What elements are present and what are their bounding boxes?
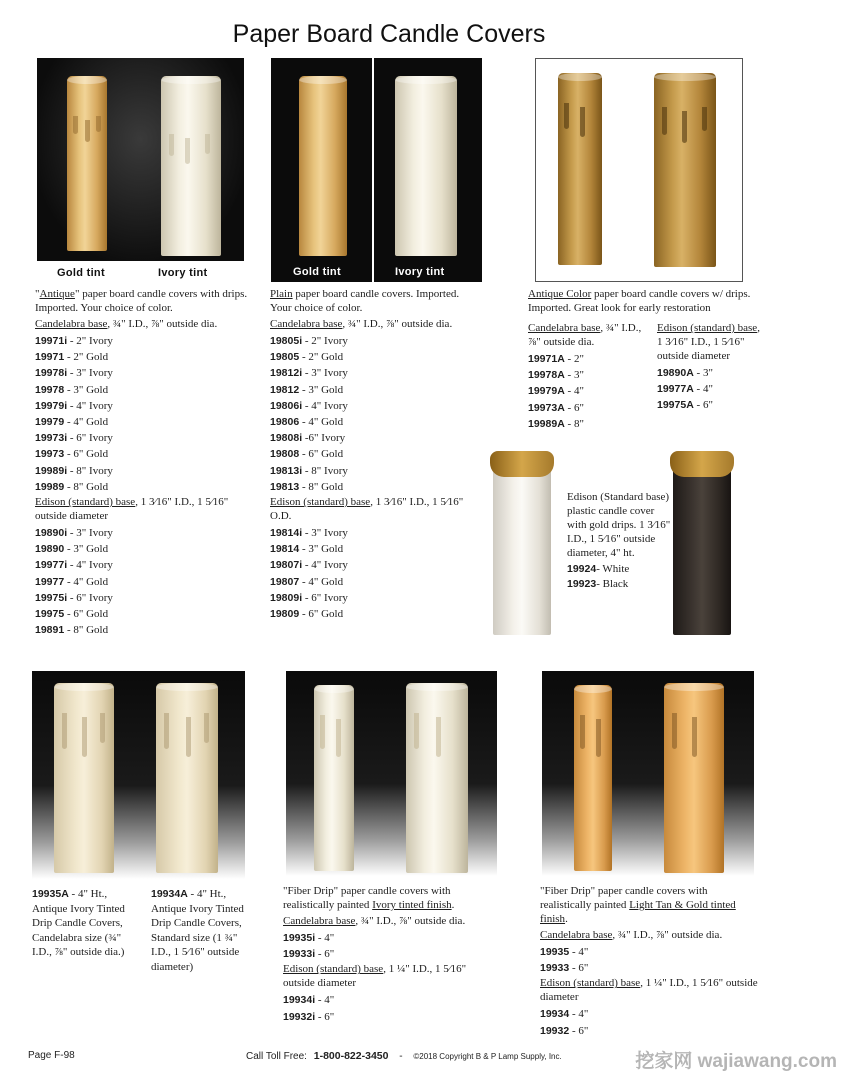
sku-description: - 2" Gold <box>64 351 109 364</box>
sku-description: - 6" <box>315 1010 335 1023</box>
antique-candelabra-list <box>35 333 250 495</box>
sku-number: 19977A <box>657 383 694 396</box>
sku-number: 19989 <box>35 480 65 493</box>
sku-description: - 4" <box>569 946 589 958</box>
fiber-ivory-photo <box>286 671 497 876</box>
sku-description: - 2" Ivory <box>302 335 348 347</box>
list-item <box>283 1009 498 1025</box>
sku-description: - White <box>596 563 630 575</box>
sku-description: - 3" Gold <box>299 543 344 556</box>
sku-description: - 4" Gold <box>64 575 109 588</box>
fiber-tan-block: "Fiber Drip" paper candle covers with realistically painted Light Tan & Gold tinted finish. Candelabra base, ¾" I.D., ⅞" outside dia. 19935 - 4" 19933 - 6" Edison (standard) base, 1 ¼" I.D., 1 5⁄16" outside diameter 19934 - 4" 19932 - 6" <box>540 884 760 1039</box>
list-item <box>270 574 470 590</box>
sku-number: 19978A <box>528 369 565 382</box>
list-item <box>35 446 250 462</box>
list-item <box>567 577 672 592</box>
sku-number: 19808i <box>270 432 303 445</box>
sku-description: - 2" Ivory <box>67 335 113 347</box>
list-item <box>270 398 470 414</box>
candelabra-base-link: Candelabra base <box>35 318 108 330</box>
sku-number: 19979A <box>528 385 565 398</box>
sku-description: - 6" <box>569 1024 589 1037</box>
sku-description: - 8" Ivory <box>302 464 348 477</box>
list-item <box>657 365 767 381</box>
list-item <box>35 463 250 479</box>
sku-number: 19814 <box>270 543 300 556</box>
sku-description: - 4" Ivory <box>67 559 113 572</box>
edison-base-link: Edison (standard) base <box>283 963 384 976</box>
list-item <box>35 365 250 381</box>
sku-number: 19971 <box>35 351 65 364</box>
sku-description: - 8" Gold <box>64 480 109 493</box>
fiber-tan-photo <box>542 671 754 876</box>
copyright: ©2018 Copyright B & P Lamp Supply, Inc. <box>413 1052 562 1061</box>
sku-number: 19812 <box>270 383 300 396</box>
sku-description: - 4" Ivory <box>302 559 348 572</box>
list-item <box>528 351 643 367</box>
ivory-candle-image <box>406 683 468 873</box>
sku-number: 19890 <box>35 543 65 556</box>
candelabra-base-link: Candelabra base <box>283 915 356 927</box>
list-item <box>540 960 760 976</box>
page-number: Page F-98 <box>28 1050 75 1061</box>
sku-number: 19977 <box>35 575 65 588</box>
sku-description: -6" Ivory <box>302 432 346 445</box>
list-item <box>35 525 250 541</box>
white-plastic-candle-image <box>493 455 551 635</box>
contact-line: Call Toll Free: 1-800-822-3450 - ©2018 Copyright B & P Lamp Supply, Inc. <box>246 1050 562 1062</box>
sku-number: 19979i <box>35 399 68 412</box>
sku-number: 19975 <box>35 608 65 621</box>
list-item <box>270 430 470 446</box>
list-item <box>528 367 643 383</box>
list-item <box>528 416 643 432</box>
sku-number: 19934 <box>540 1008 570 1021</box>
sku-number: 19973A <box>528 401 565 414</box>
sku-number: 19989A <box>528 417 565 430</box>
sku-number: 19809 <box>270 608 300 621</box>
sku-description: - 6" <box>564 401 584 414</box>
list-item <box>540 944 760 960</box>
list-item <box>270 349 470 365</box>
sku-description: - 8" Gold <box>64 624 109 637</box>
list-item <box>35 382 250 398</box>
antique-color-candelabra: Candelabra base, ¾" I.D., ⅞" outside dia. 19971A - 2" 19978A - 3" 19979A - 4" 19973A - 6" 19989A - 8" <box>528 321 643 432</box>
list-item <box>35 622 250 638</box>
list-item <box>35 606 250 622</box>
list-item <box>270 365 470 381</box>
sku-number: 19807i <box>270 559 303 572</box>
sku-description: - 4" Ivory <box>302 399 348 412</box>
tinted-ivory-block: 19935A - 4" Ht., Antique Ivory Tinted Drip Candle Covers, Candelabra size (¾" I.D., ⅞" outside dia.) <box>32 888 125 958</box>
list-item <box>35 541 250 557</box>
plastic-text-block: Edison (Standard base) plastic candle cover with gold drips. 1 3⁄16" I.D., 1 5⁄16" outside diameter, 4" ht. 19924- White 19923- Black <box>567 491 671 590</box>
sku-description: - 6" Ivory <box>67 432 113 445</box>
sku-number: 19812i <box>270 367 303 380</box>
plain-candelabra-list <box>270 333 470 495</box>
sku-description: - 3" Ivory <box>302 367 348 380</box>
sku-description: - 6" Ivory <box>302 591 348 604</box>
list-item <box>270 414 470 430</box>
sku-number: 19932 <box>540 1024 570 1037</box>
phone-number: 1-800-822-3450 <box>313 1050 389 1062</box>
antique-candle-image <box>654 73 716 267</box>
list-item <box>270 382 470 398</box>
sku-number: 19989i <box>35 464 68 477</box>
list-item <box>270 479 470 495</box>
sku-number: 19932i <box>283 1010 316 1023</box>
edison-base-link: Edison (standard) base <box>270 496 371 509</box>
antique-color-link: Antique Color <box>528 288 592 300</box>
antique-color-text-block: Antique Color paper board candle covers w/ drips. Imported. Great look for early restoration <box>528 288 751 314</box>
fiber-ivory-edison-list <box>283 992 498 1024</box>
sku-description: - 3" Gold <box>64 543 109 556</box>
sku-description: - 2" <box>564 353 584 365</box>
sku-description: - 8" Ivory <box>67 464 113 477</box>
sku-number: 19805 <box>270 351 300 364</box>
sku-description: - 4" <box>315 932 335 944</box>
sku-number: 19807 <box>270 575 300 588</box>
sku-number: 19935 <box>540 946 570 958</box>
sku-description: - 8" <box>564 417 584 430</box>
sku-number: 19813 <box>270 480 300 493</box>
sku-description: - 4" Ivory <box>67 399 113 412</box>
list-item <box>35 590 250 606</box>
sku-number: 19890i <box>35 527 68 540</box>
gold-tint-label: Gold tint <box>293 266 341 278</box>
sku-number: 19933i <box>283 948 316 961</box>
fiber-tan-edison-list <box>540 1006 760 1038</box>
sku-description: - 4" Gold <box>64 416 109 429</box>
sku-number: 19808 <box>270 448 300 461</box>
sku-number: 19971i <box>35 335 68 347</box>
sku-description: - 6" Ivory <box>67 591 113 604</box>
sku-description: - 3" <box>693 367 713 379</box>
antique-color-candelabra-list <box>528 351 643 432</box>
sku-number: 19806i <box>270 399 303 412</box>
edison-base-link: Edison (standard) base <box>540 977 641 990</box>
antique-edison-list <box>35 525 250 638</box>
fiber-ivory-block: "Fiber Drip" paper candle covers with realistically painted Ivory tinted finish. Candelabra base, ¾" I.D., ⅞" outside dia. 19935i - 4" 19933i - 6" Edison (standard) base, 1 ¼" I.D., 1 5⁄16" outside diameter 19934i - 4" 19932i - 6" <box>283 884 498 1025</box>
ivory-candle-image <box>314 685 354 871</box>
tinted-std-block: 19934A - 4" Ht., Antique Ivory Tinted Drip Candle Covers, Standard size (1 ¾" I.D., 1 5⁄16" outside diameter) <box>151 888 244 973</box>
list-item <box>35 333 250 349</box>
sku-number: 19933 <box>540 962 570 975</box>
sku-description: - 4" <box>564 385 584 398</box>
list-item <box>270 541 470 557</box>
tinted-drip-photo <box>32 671 245 879</box>
gold-candle-image <box>299 76 347 256</box>
sku-number: 19924 <box>567 563 597 575</box>
list-item <box>528 383 643 399</box>
sku-number: 19890A <box>657 367 694 379</box>
sku-number: 19971A <box>528 353 565 365</box>
list-item <box>35 349 250 365</box>
sku-number: 19813i <box>270 464 303 477</box>
ivory-tint-label: Ivory tint <box>158 267 208 279</box>
sku-description: - 6" Gold <box>64 448 109 461</box>
sku-description: - 8" Gold <box>299 480 344 493</box>
list-item <box>540 1023 760 1039</box>
sku-number: 19975i <box>35 591 68 604</box>
gold-candle-image <box>67 76 107 251</box>
plain-link: Plain <box>270 288 293 300</box>
sku-description: - 6" <box>315 948 335 961</box>
list-item <box>540 1006 760 1022</box>
sku-description: - 3" Gold <box>64 383 109 396</box>
list-item <box>283 992 498 1008</box>
antique-color-edison: Edison (standard) base, 1 3⁄16" I.D., 1 5⁄16" outside diameter 19890A - 3" 19977A - 4" 19975A - 6" <box>657 321 767 414</box>
fiber-ivory-candelabra-list <box>283 930 498 962</box>
list-item <box>35 398 250 414</box>
sku-description: - 3" Ivory <box>302 527 348 540</box>
sku-description: - 4" <box>315 994 335 1007</box>
list-item <box>35 557 250 573</box>
sku-number: 19805i <box>270 335 303 347</box>
sku-number: 19975A <box>657 399 694 412</box>
antique-color-edison-list <box>657 365 767 414</box>
antique-color-photo <box>535 58 743 282</box>
sku-number: 19977i <box>35 559 68 572</box>
sku-description: - 3" Ivory <box>67 527 113 540</box>
sku-description: - 3" Gold <box>299 383 344 396</box>
sku-description: - 4" <box>569 1008 589 1021</box>
ivory-candle-image <box>161 76 221 256</box>
sku-description: - 6" <box>693 399 713 412</box>
gold-tint-label: Gold tint <box>57 267 105 279</box>
list-item <box>35 479 250 495</box>
list-item <box>270 606 470 622</box>
ivory-tint-label: Ivory tint <box>395 266 445 278</box>
list-item <box>270 333 470 349</box>
sku-description: - Black <box>596 577 629 590</box>
list-item <box>35 430 250 446</box>
black-plastic-candle-image <box>673 455 731 635</box>
tan-finish-link: Light Tan & Gold tinted finish <box>540 899 736 925</box>
watermark: 挖家网 wajiawang.com <box>635 1051 837 1072</box>
list-item <box>270 557 470 573</box>
sku-number: 19978i <box>35 367 68 380</box>
cream-candle-image <box>54 683 114 873</box>
ivory-finish-link: Ivory tinted finish <box>372 899 452 911</box>
sku-description: - 3" Ivory <box>67 367 113 380</box>
edison-base-link: Edison (standard) base <box>657 322 758 334</box>
list-item <box>35 414 250 430</box>
sku-number: 19979 <box>35 416 65 429</box>
candelabra-base-link: Candelabra base <box>540 929 613 941</box>
sku-number: 19814i <box>270 527 303 540</box>
list-item <box>528 400 643 416</box>
candelabra-base-link: Candelabra base <box>270 318 343 330</box>
sku-number: 19935i <box>283 932 316 944</box>
list-item <box>270 525 470 541</box>
sku-number: 19806 <box>270 416 300 429</box>
sku-number: 19809i <box>270 591 303 604</box>
plain-photo <box>271 58 482 282</box>
antique-text-block: "Antique" paper board candle covers with drips. Imported. Your choice of color. Candelabra base, ¾" I.D., ⅞" outside dia. 19971i - 2" Ivory 19971 - 2" Gold 19978i - 3" Ivory 19978 - 3" Gold 19979i - 4" Ivory 19979 - 4" Gold 19973i - 6" Ivory 19973 - 6" Gold 19989i - 8" Ivory 19989 - 8" Gold Edison (standard) base, 1 3⁄16" I.D., 1 5⁄16" outside diameter 19890i - 3" Ivory 19890 - 3" Gold 19977i - 4" Ivory 19977 - 4" Gold 19975i - 6" Ivory 19975 - 6" Gold 19891 - 8" Gold <box>35 287 250 638</box>
edison-base-link: Edison (standard) base <box>35 496 136 509</box>
candelabra-base-link: Candelabra base <box>528 322 601 334</box>
plain-text-block: Plain paper board candle covers. Imported. Your choice of color. Candelabra base, ¾" I.D., ⅞" outside dia. 19805i - 2" Ivory 19805 - 2" Gold 19812i - 3" Ivory 19812 - 3" Gold 19806i - 4" Ivory 19806 - 4" Gold 19808i -6" Ivory 19808 - 6" Gold 19813i - 8" Ivory 19813 - 8" Gold Edison (standard) base, 1 3⁄16" I.D., 1 5⁄16" O.D. 19814i - 3" Ivory 19814 - 3" Gold 19807i - 4" Ivory 19807 - 4" Gold 19809i - 6" Ivory 19809 - 6" Gold <box>270 287 470 622</box>
list-item <box>657 381 767 397</box>
page-title: Paper Board Candle Covers <box>232 20 546 48</box>
antique-link: Antique <box>39 288 75 300</box>
sku-number: 19891 <box>35 624 65 637</box>
list-item <box>270 446 470 462</box>
plain-edison-list <box>270 525 470 622</box>
list-item <box>283 946 498 962</box>
ivory-candle-image <box>395 76 457 256</box>
sku-description: - 3" <box>564 369 584 382</box>
sku-description: - 4" <box>693 383 713 396</box>
sku-description: - 6" Gold <box>299 448 344 461</box>
list-item <box>270 463 470 479</box>
list-item <box>35 574 250 590</box>
sku-number: 19973i <box>35 432 68 445</box>
list-item <box>567 562 672 577</box>
sku-number: 19934i <box>283 994 316 1007</box>
tan-candle-image <box>574 685 612 871</box>
antique-photo <box>37 58 244 261</box>
fiber-tan-candelabra-list <box>540 944 760 976</box>
list-item <box>283 930 498 946</box>
tan-candle-image <box>664 683 724 873</box>
sku-number: 19978 <box>35 383 65 396</box>
sku-description: - 6" Gold <box>64 608 109 621</box>
call-label: Call Toll Free: <box>246 1051 307 1062</box>
sku-description: - 6" <box>569 962 589 975</box>
cream-candle-image <box>156 683 218 873</box>
sku-number: 19923 <box>567 577 597 590</box>
list-item <box>657 397 767 413</box>
antique-candle-image <box>558 73 602 265</box>
sku-description: - 2" Gold <box>299 351 344 364</box>
plastic-list <box>567 562 672 591</box>
sku-number: 19973 <box>35 448 65 461</box>
sku-description: - 4" Gold <box>299 416 344 429</box>
sku-description: - 4" Gold <box>299 575 344 588</box>
sku-description: - 6" Gold <box>299 608 344 621</box>
list-item <box>270 590 470 606</box>
